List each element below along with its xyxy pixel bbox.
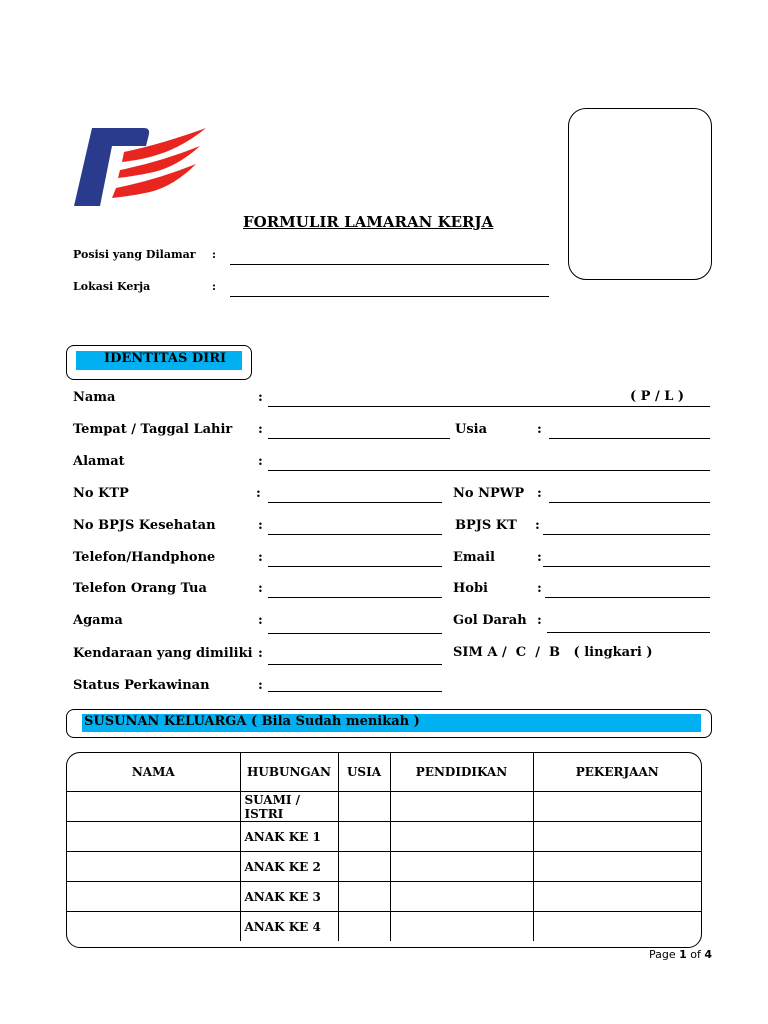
usia-cell[interactable] xyxy=(338,792,390,822)
gol-darah-label: Gol Darah xyxy=(453,613,527,628)
gender-hint: ( P / L ) xyxy=(630,389,685,404)
column-header: PEKERJAAN xyxy=(533,753,701,792)
pendidikan-cell[interactable] xyxy=(390,882,533,912)
page-total: 4 xyxy=(704,948,713,961)
pekerjaan-cell[interactable] xyxy=(533,792,701,822)
page-current: 1 xyxy=(679,948,687,961)
colon: : xyxy=(258,646,263,661)
colon: : xyxy=(258,678,263,693)
ktp-label: No KTP xyxy=(73,486,129,501)
npwp-field[interactable] xyxy=(549,502,710,503)
column-header: PENDIDIKAN xyxy=(390,753,533,792)
colon: : xyxy=(537,613,542,628)
alamat-field[interactable] xyxy=(268,470,710,471)
colon: : xyxy=(535,518,540,533)
kendaraan-label: Kendaraan yang dimiliki xyxy=(73,646,253,661)
kendaraan-field[interactable] xyxy=(268,664,442,665)
hubungan-cell: ANAK KE 1 xyxy=(240,822,338,852)
colon: : xyxy=(212,280,217,293)
form-title: FORMULIR LAMARAN KERJA xyxy=(243,213,494,231)
colon: : xyxy=(537,581,542,596)
colon: : xyxy=(258,550,263,565)
of-word: of xyxy=(690,948,701,961)
colon: : xyxy=(258,390,263,405)
sim-label: SIM A / C / B ( lingkari ) xyxy=(453,645,653,660)
pekerjaan-cell[interactable] xyxy=(533,912,701,942)
bpjs-kt-label: BPJS KT xyxy=(455,518,517,533)
column-header: HUBUNGAN xyxy=(240,753,338,792)
usia-label: Usia xyxy=(455,422,488,437)
pendidikan-cell[interactable] xyxy=(390,822,533,852)
location-field[interactable] xyxy=(230,296,549,297)
ktp-field[interactable] xyxy=(268,502,442,503)
position-field[interactable] xyxy=(230,264,549,265)
colon: : xyxy=(537,422,542,437)
table-row xyxy=(67,792,701,822)
keluarga-section-title: SUSUNAN KELUARGA ( Bila Sudah menikah ) xyxy=(82,714,701,732)
status-field[interactable] xyxy=(268,691,442,692)
identitas-section-title: IDENTITAS DIRI xyxy=(76,351,242,370)
column-header: USIA xyxy=(338,753,390,792)
location-label: Lokasi Kerja xyxy=(73,280,151,293)
nama-cell[interactable] xyxy=(67,882,240,912)
colon: : xyxy=(537,486,542,501)
family-table xyxy=(67,753,701,941)
colon: : xyxy=(212,248,217,261)
gol-darah-field[interactable] xyxy=(547,632,710,633)
nama-cell[interactable] xyxy=(67,852,240,882)
usia-cell[interactable] xyxy=(338,822,390,852)
usia-cell[interactable] xyxy=(338,912,390,942)
agama-field[interactable] xyxy=(268,633,442,634)
hobi-label: Hobi xyxy=(453,581,488,596)
colon: : xyxy=(258,454,263,469)
usia-cell[interactable] xyxy=(338,882,390,912)
colon: : xyxy=(537,550,542,565)
hubungan-cell: SUAMI / ISTRI xyxy=(240,792,338,822)
photo-box[interactable] xyxy=(568,108,712,280)
bpjs-kes-field[interactable] xyxy=(268,534,442,535)
hobi-field[interactable] xyxy=(545,597,710,598)
nama-cell[interactable] xyxy=(67,912,240,942)
bpjs-kes-label: No BPJS Kesehatan xyxy=(73,518,216,533)
telefon-ortu-field[interactable] xyxy=(268,597,442,598)
pendidikan-cell[interactable] xyxy=(390,792,533,822)
colon: : xyxy=(258,613,263,628)
nama-label: Nama xyxy=(73,390,116,405)
colon: : xyxy=(256,486,261,501)
page-word: Page xyxy=(649,948,676,961)
table-row xyxy=(67,912,701,942)
pendidikan-cell[interactable] xyxy=(390,852,533,882)
email-field[interactable] xyxy=(543,566,710,567)
nama-cell[interactable] xyxy=(67,792,240,822)
status-label: Status Perkawinan xyxy=(73,678,210,693)
table-row xyxy=(67,822,701,852)
table-row xyxy=(67,852,701,882)
usia-field[interactable] xyxy=(549,438,710,439)
pendidikan-cell[interactable] xyxy=(390,912,533,942)
nama-field[interactable] xyxy=(268,406,710,407)
colon: : xyxy=(258,581,263,596)
colon: : xyxy=(258,518,263,533)
hubungan-cell: ANAK KE 3 xyxy=(240,882,338,912)
alamat-label: Alamat xyxy=(73,454,125,469)
table-header-row xyxy=(67,753,701,792)
usia-cell[interactable] xyxy=(338,852,390,882)
hubungan-cell: ANAK KE 2 xyxy=(240,852,338,882)
pekerjaan-cell[interactable] xyxy=(533,852,701,882)
email-label: Email xyxy=(453,550,495,565)
company-logo xyxy=(72,124,208,208)
page-number xyxy=(649,948,712,961)
agama-label: Agama xyxy=(73,613,123,628)
table-row xyxy=(67,882,701,912)
bpjs-kt-field[interactable] xyxy=(543,534,710,535)
hubungan-cell: ANAK KE 4 xyxy=(240,912,338,942)
npwp-label: No NPWP xyxy=(453,486,525,501)
pekerjaan-cell[interactable] xyxy=(533,882,701,912)
telefon-label: Telefon/Handphone xyxy=(73,550,216,565)
pekerjaan-cell[interactable] xyxy=(533,822,701,852)
telefon-ortu-label: Telefon Orang Tua xyxy=(73,581,207,596)
telefon-field[interactable] xyxy=(268,566,442,567)
column-header: NAMA xyxy=(67,753,240,792)
colon: : xyxy=(258,422,263,437)
position-label: Posisi yang Dilamar xyxy=(73,248,196,261)
ttl-label: Tempat / Taggal Lahir xyxy=(73,422,233,437)
ttl-field[interactable] xyxy=(268,438,450,439)
nama-cell[interactable] xyxy=(67,822,240,852)
